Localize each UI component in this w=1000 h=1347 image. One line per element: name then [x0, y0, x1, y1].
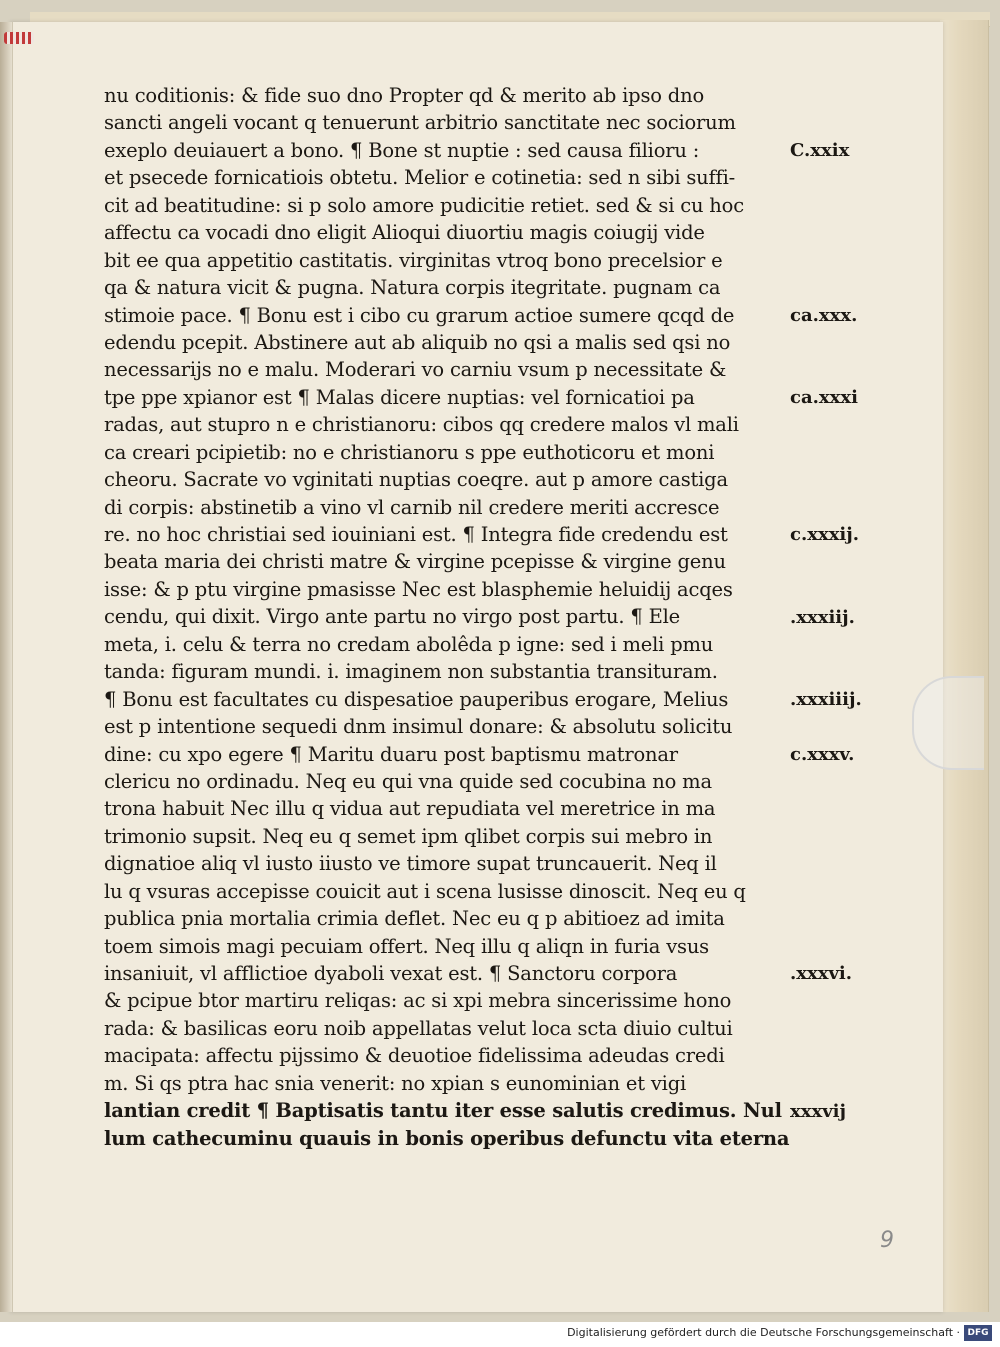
text-line: exeplo deuiauert a bono. ¶ Bone st nuptie : sed causa filioru :: [104, 138, 700, 162]
text-line: cit ad beatitudine: si p solo amore pudicitie retiet. sed & si cu hoc: [104, 193, 744, 217]
text-line: et psecede fornicatiois obtetu. Melior e cotinetia: sed n sibi suffi-: [104, 166, 736, 190]
text-line: cendu, qui dixit. Virgo ante partu no virgo post partu. ¶ Ele: [104, 605, 681, 629]
text-line: tanda: figuram mundi. i. imaginem non substantia transituram.: [104, 660, 718, 684]
text-line: dine: cu xpo egere ¶ Maritu duaru post baptismu matronar: [104, 742, 678, 766]
text-line: stimoie pace. ¶ Bonu est i cibo cu grarum actioe sumere qcqd de: [104, 303, 735, 327]
footer-bar: [0, 1322, 1000, 1347]
text-line: trimonio supsit. Neq eu q semet ipm qlibet corpis sui mebro in: [104, 824, 713, 848]
text-line: est p intentione sequedi dnm insimul donare: & absolutu solicitu: [104, 715, 733, 739]
text-line: lum cathecuminu quauis in bonis operibus defunctu vita eterna: [104, 1126, 790, 1150]
page-text: [104, 82, 794, 1152]
text-line: beata maria dei christi matre & virgine pcepisse & virgine genu: [104, 550, 726, 574]
text-line: isse: & p ptu virgine pmasisse Nec est blasphemie heluidij acqes: [104, 577, 733, 601]
text-line: cheoru. Sacrate vo vginitati nuptias coeqre. aut p amore castiga: [104, 468, 728, 492]
text-line: bit ee qua appetitio castitatis. virginitas vtroq bono precelsior e: [104, 248, 723, 272]
margin-chapter-note: .xxxiiij.: [790, 688, 862, 710]
text-line: lu q vsuras accepisse couicit aut i scena lusisse dinoscit. Neq eu q: [104, 879, 746, 903]
footer-credit: Digitalisierung gefördert durch die Deutsche Forschungsgemeinschaft ·: [567, 1326, 960, 1339]
text-line: sancti angeli vocant q tenuerunt arbitrio sanctitate nec sociorum: [104, 111, 736, 135]
text-line: publica pnia mortalia crimia deflet. Nec eu q p abitioez ad imita: [104, 907, 725, 931]
text-line: toem simois magi pecuiam offert. Neq illu q aliqn in furia vsus: [104, 934, 709, 958]
page-stack-edge: [940, 20, 989, 1312]
text-line: & pcipue btor martiru reliqas: ac si xpi mebra sincerissime hono: [104, 989, 732, 1013]
text-line: dignatioe aliq vl iusto iiusto ve timore supat truncauerit. Neq il: [104, 852, 717, 876]
text-line: qa & natura vicit & pugna. Natura corpis itegritate. pugnam ca: [104, 276, 721, 300]
folio-number: 9: [880, 1228, 894, 1253]
margin-chapter-note: .xxxiij.: [790, 606, 855, 628]
text-line: re. no hoc christiai sed iouiniani est. ¶ Integra fide credendu est: [104, 523, 728, 546]
text-line: lantian credit ¶ Baptisatis tantu iter esse salutis credimus. Nul: [104, 1099, 782, 1123]
text-line: meta, i. celu & terra no credam abolêda p igne: sed i meli pmu: [104, 632, 714, 656]
text-line: radas, aut stupro n e christianoru: cibos qq credere malos vl mali: [104, 413, 739, 437]
margin-chapter-note: c.xxxv.: [790, 743, 855, 765]
text-line: ¶ Bonu est facultates cu dispesatioe pauperibus erogare, Melius: [104, 687, 729, 711]
margin-chapter-note: ca.xxxi: [790, 386, 858, 408]
text-line: trona habuit Nec illu q vidua aut repudiata vel meretrice in ma: [104, 797, 716, 821]
margin-chapter-note: .xxxvi.: [790, 963, 853, 985]
text-line: m. Si qs ptra hac snia venerit: no xpian s eunominian et vigi: [104, 1071, 687, 1095]
dfg-logo-icon: DFG: [964, 1325, 992, 1341]
text-line: affectu ca vocadi dno eligit Alioqui diuortiu magis coiugij vide: [104, 221, 705, 245]
text-line: tpe ppe xpianor est ¶ Malas dicere nuptias: vel fornicatioi pa: [104, 385, 695, 409]
text-line: necessarijs no e malu. Moderari vo carniu vsum p necessitate &: [104, 358, 727, 382]
text-line: rada: & basilicas eoru noib appellatas velut loca scta diuio cultui: [104, 1016, 733, 1040]
book-binding: [0, 22, 12, 1312]
text-line: edendu pcepit. Abstinere aut ab aliquib no qsi a malis sed qsi no: [104, 330, 731, 354]
text-line: ca creari pcipietib: no e christianoru s ppe euthoticoru et moni: [104, 440, 715, 464]
text-line: nu coditionis: & fide suo dno Propter qd & merito ab ipso dno: [104, 84, 704, 107]
page-clip: [912, 676, 984, 770]
text-line: insaniuit, vl afflictioe dyaboli vexat est. ¶ Sanctoru corpora: [104, 962, 678, 985]
margin-chapter-note: c.xxxij.: [790, 524, 860, 546]
text-line: macipata: affectu pijssimo & deuotioe fidelissima adeudas credi: [104, 1044, 725, 1068]
text-line: di corpis: abstinetib a vino vl carnib nil credere meriti accresce: [104, 495, 720, 519]
margin-chapter-note: C.xxix: [790, 139, 850, 161]
margin-chapter-note: ca.xxx.: [790, 304, 858, 326]
binding-thread: [4, 32, 34, 44]
margin-chapter-note: xxxvij: [790, 1100, 847, 1122]
text-line: clericu no ordinadu. Neq eu qui vna quide sed cocubina no ma: [104, 769, 712, 793]
